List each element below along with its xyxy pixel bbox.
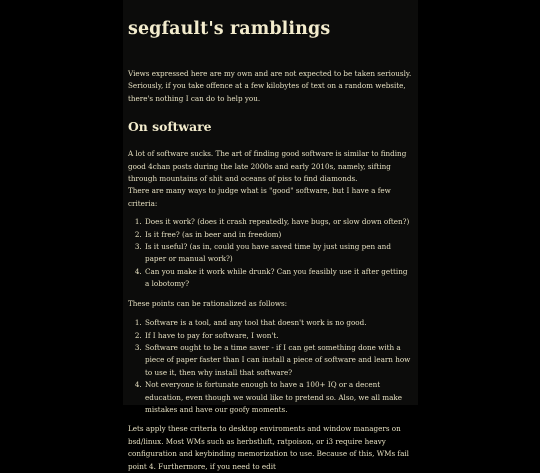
list-item: 4. Not everyone is fortunate enough to have a 100+ IQ or a decent education, even though we would like to pretend so. Also, we all make mistakes and have our goofy moments.: [144, 379, 413, 416]
rationale-list: [128, 317, 413, 416]
paragraph-text: There are many ways to judge what is "good" software, but I have a few criteria:: [128, 186, 391, 208]
list-item: 2. Is it free? (as in beer and in freedom): [144, 229, 413, 241]
section-paragraph-3: Lets apply these criteria to desktop enviroments and window managers on bsd/linux. Most WMs such as herbstluft, ratpoison, or i3 require heavy configuration and keybinding memorization to use. Because of this, WMs fail point 4. Furthermore, if you need to edit: [128, 424, 409, 471]
intro-paragraph: Views expressed here are my own and are not expected to be taken seriously. Seriously, if you take offence at a few kilobytes of text on a random website, there's nothing I can do to help you.: [128, 69, 412, 103]
paragraph-text: A lot of software sucks. The art of finding good software is similar to finding good 4chan posts during the late 2000s and early 2010s, namely, sifting through mountains of shit and oceans of piss to find diamonds.: [128, 149, 407, 184]
section-paragraph-1: [128, 148, 413, 210]
section-title: On software: [128, 119, 212, 135]
criteria-list: [128, 216, 413, 290]
list-item: 3. Software ought to be a time saver - if I can get something done with a piece of paper faster than I can install a piece of software and learn how to use it, then why install that software?: [144, 342, 413, 379]
site-title: segfault's ramblings: [128, 19, 331, 39]
list-item: 2. If I have to pay for software, I won't.: [144, 330, 413, 342]
list-item: 1. Software is a tool, and any tool that doesn't work is no good.: [144, 317, 413, 329]
article-column: [123, 0, 418, 471]
list-item: 4. Can you make it work while drunk? Can you feasibly use it after getting a lobotomy?: [144, 266, 413, 291]
list-item: 1. Does it work? (does it crash repeatedly, have bugs, or slow down often?): [144, 216, 413, 228]
list-item: 3. Is it useful? (as in, could you have saved time by just using pen and paper or manual work?): [144, 241, 413, 266]
section-paragraph-2: These points can be rationalized as follows:: [128, 298, 288, 308]
